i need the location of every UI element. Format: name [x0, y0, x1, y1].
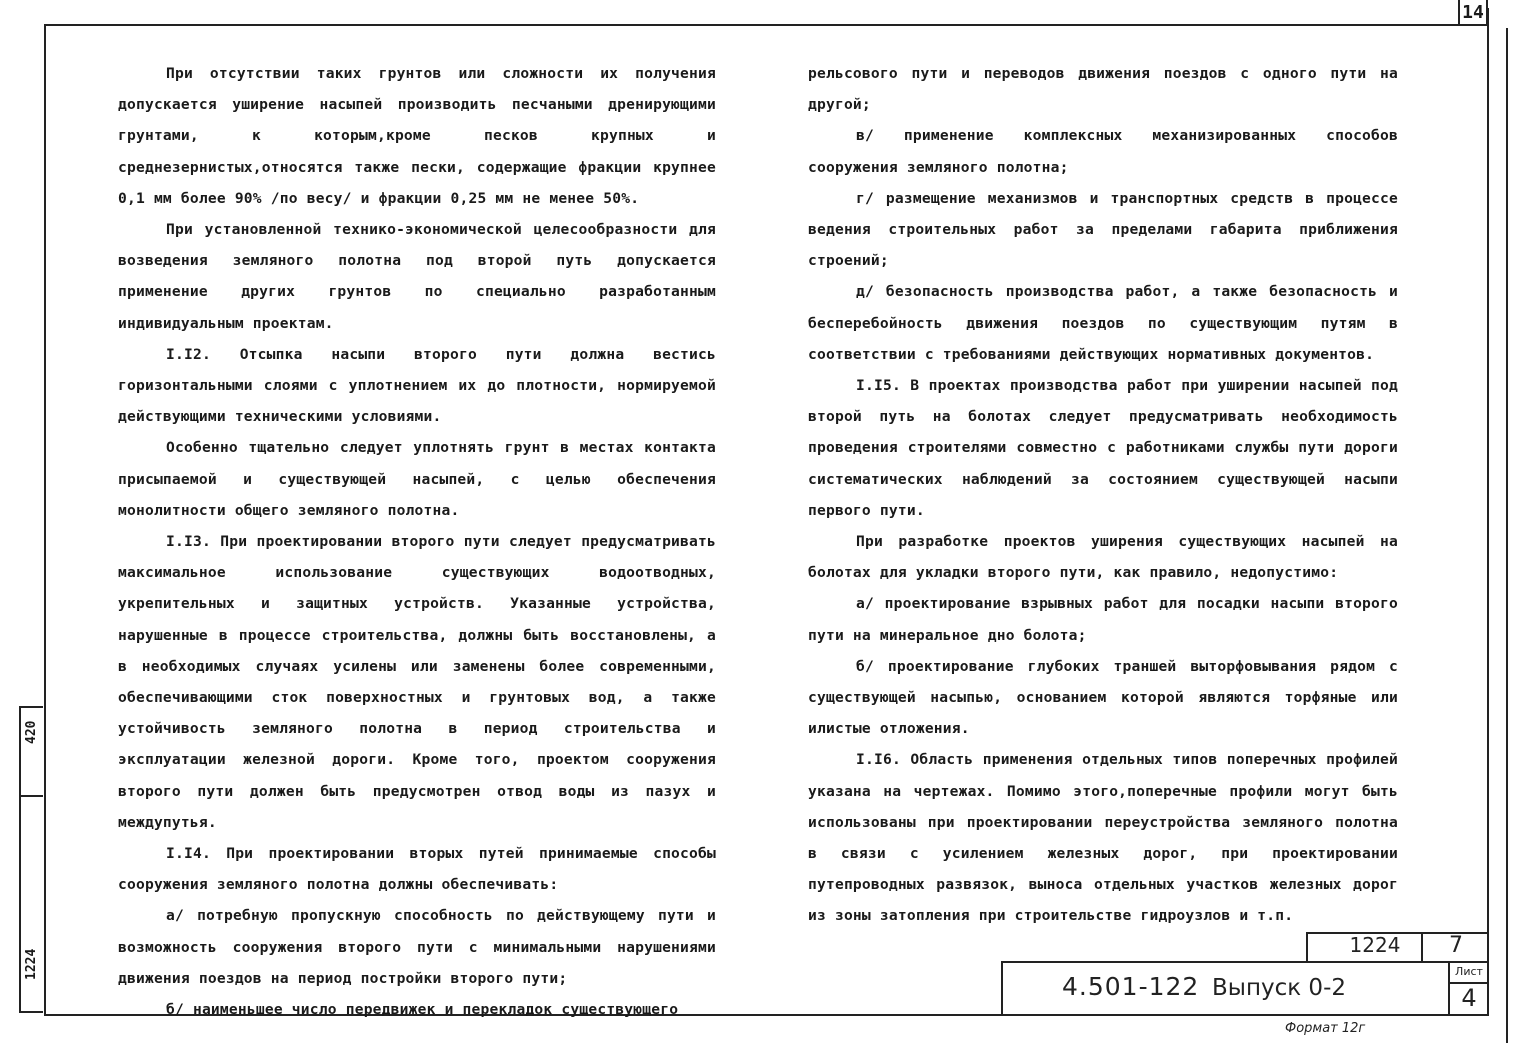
paragraph: I.I6. Область применения отдельных типов поперечных профилей указана на чертежах. Помимо этого,поперечные профили могут быть использованы при проектировании переустройства земляного полотна в связи с усилением железных дорог, при проектировании путепроводных развязок, выноса отдельных участков железных дорог из зоны затопления при строительстве гидроузлов и т.п. — [808, 751, 1398, 925]
paragraph: Особенно тщательно следует уплотнять грунт в местах контакта присыпаемой и существующей насыпей, с целью обеспечения монолитности общего земляного полотна. — [118, 439, 716, 519]
title-ref-sheet: 7 — [1449, 933, 1463, 958]
paragraph: а/ потребную пропускную способность по действующему пути и возможность сооружения второго пути с минимальными нарушениями движения поездов на период постройки второго пути; — [118, 907, 716, 987]
paragraph: а/ проектирование взрывных работ для посадки насыпи второго пути на минеральное дно болота; — [808, 595, 1398, 644]
title-sheet-number: 4 — [1461, 984, 1477, 1012]
format-label: Формат 12г — [1285, 1021, 1366, 1036]
left-stamp-divider — [19, 795, 43, 797]
left-stamp-top-number: 420 — [24, 720, 39, 744]
title-ref-number: 1224 — [1349, 933, 1401, 957]
title-sheet-label: Лист — [1455, 965, 1483, 978]
paragraph: При отсутствии таких грунтов или сложности их получения допускается уширение насыпей производить песчаными дренирующими грунтами, к которым,кроме песков крупных и среднезернистых,относятся также пески, содержащие фракции крупнее 0,1 мм более 90% /по весу/ и фракции 0,25 мм не менее 50%. — [118, 65, 716, 207]
title-designation: 4.501-122 — [1062, 972, 1200, 1001]
title-issue: Выпуск 0-2 — [1212, 975, 1347, 1001]
left-text-column — [118, 58, 716, 1025]
paragraph: При разработке проектов уширения существующих насыпей на болотах для укладки второго пути, как правило, недопустимо: — [808, 533, 1398, 582]
paragraph: рельсового пути и переводов движения поездов с одного пути на другой; — [808, 65, 1398, 114]
paragraph: д/ безопасность производства работ, а также безопасность и бесперебойность движения поездов по существующим путям в соответствии с требованиями действующих нормативных документов. — [808, 283, 1398, 363]
paragraph: I.I2. Отсыпка насыпи второго пути должна вестись горизонтальными слоями с уплотнением их до плотности, нормируемой действующими техническими условиями. — [118, 345, 716, 426]
frame-right-edge — [1487, 8, 1489, 1016]
paragraph: б/ проектирование глубоких траншей выторфовывания рядом с существующей насыпью, основанием которой являются торфяные или илистые отложения. — [808, 657, 1398, 738]
right-text-column — [808, 58, 1398, 932]
corner-number: 14 — [1458, 0, 1488, 24]
paragraph: I.I3. При проектировании второго пути следует предусматривать максимальное использование существующих водоотводных, укрепительных и защитных устройств. Указанные устройства, нарушенные в процессе строительства, должны быть восстановлены, а в необходимых случаях усилены или заменены более современными, обеспечивающими сток поверхностных и грунтовых вод, а также устойчивость земляного полотна в период строительства и эксплуатации железной дороги. Кроме того, проектом сооружения второго пути должен быть предусмотрен отвод воды из пазух и междупутья. — [118, 533, 716, 831]
paragraph: в/ применение комплексных механизированных способов сооружения земляного полотна; — [808, 127, 1398, 176]
paragraph: I.I5. В проектах производства работ при уширении насыпей под второй путь на болотах следует предусматривать необходимость проведения строителями совместно с работниками службы пути дороги систематических наблюдений за состоянием существующей насыпи первого пути. — [808, 377, 1398, 519]
paragraph: б/ наименьшее число передвижек и перекладок существующего — [166, 1001, 679, 1019]
paragraph: При установленной технико-экономической целесообразности для возведения земляного полотна под второй путь допускается применение других грунтов по специально разработанным индивидуальным проектам. — [118, 221, 716, 332]
paragraph: г/ размещение механизмов и транспортных средств в процессе ведения строительных работ за пределами габарита приближения строений; — [808, 189, 1398, 270]
frame-outer-edge — [1506, 28, 1508, 1043]
left-stamp-bottom-number: 1224 — [24, 948, 39, 980]
paragraph: I.I4. При проектировании вторых путей принимаемые способы сооружения земляного полотна должны обеспечивать: — [118, 845, 716, 894]
